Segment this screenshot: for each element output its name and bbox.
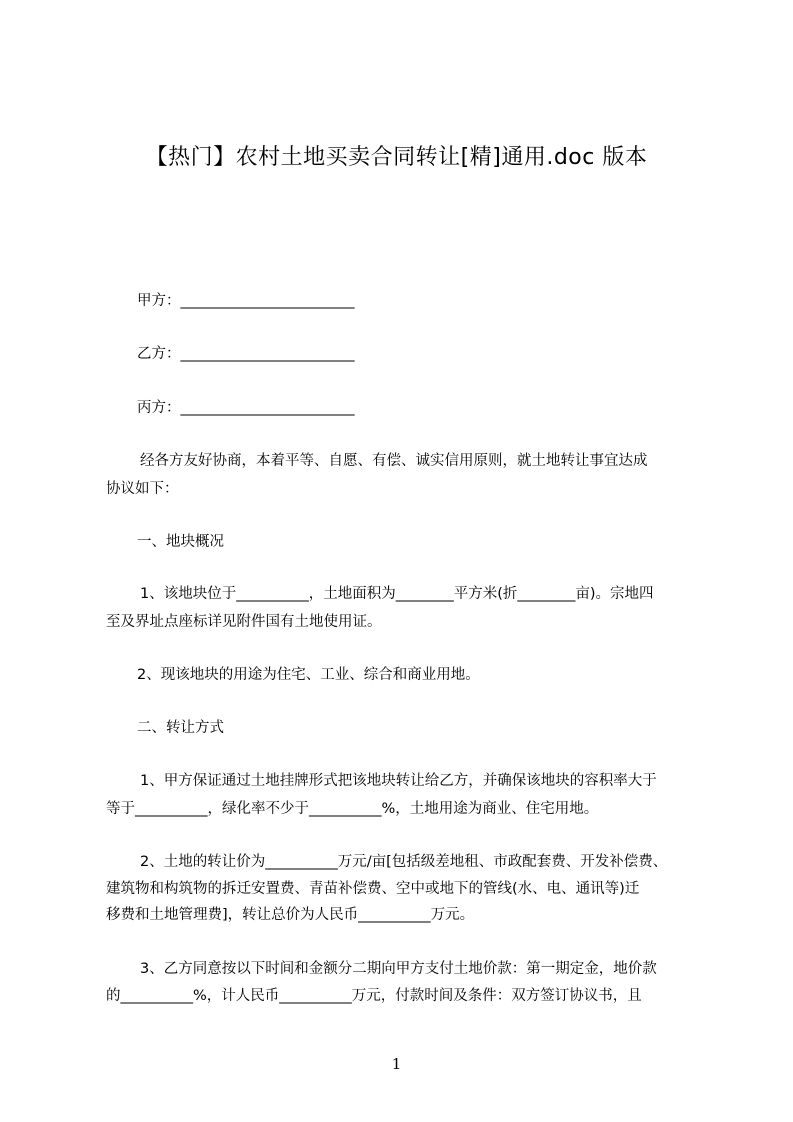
section-2-item-1-line-2: 等于__________，绿化率不少于__________%，土地用途为商业、住宅用地。: [106, 801, 599, 817]
section-2-item-2-line-3: 移费和土地管理费]，转让总价为人民币__________万元。: [106, 907, 475, 923]
section-2-item-3-line-1: 3、乙方同意按以下时间和金额分二期向甲方支付土地价款：第一期定金，地价款: [140, 961, 657, 977]
intro-line-2: 协议如下：: [106, 481, 179, 497]
party-a-line: 甲方：________________________: [137, 293, 355, 309]
section-2-item-2-line-2: 建筑物和构筑物的拆迁安置费、青苗补偿费、空中或地下的管线(水、电、通讯等)迁: [106, 881, 640, 897]
section-2-heading: 二、转让方式: [137, 720, 224, 736]
section-1-item-1-line-1: 1、该地块位于__________，土地面积为________平方米(折________亩)。宗地四: [140, 586, 654, 602]
intro-line-1: 经各方友好协商，本着平等、自愿、有偿、诚实信用原则，就土地转让事宜达成: [140, 453, 648, 469]
document-title: 【热门】农村土地买卖合同转让[精]通用.doc 版本: [145, 145, 648, 170]
page-number: 1: [391, 1055, 402, 1073]
party-c-line: 丙方：________________________: [137, 400, 355, 416]
section-2-item-2-line-1: 2、土地的转让价为__________万元/亩[包括级差地租、市政配套费、开发补偿费、: [140, 854, 668, 870]
section-1-heading: 一、地块概况: [137, 534, 224, 550]
section-2-item-3-line-2: 的__________%，计人民币__________万元，付款时间及条件：双方签订协议书，且: [106, 988, 642, 1004]
party-b-line: 乙方：________________________: [137, 346, 355, 362]
section-1-item-2: 2、现该地块的用途为住宅、工业、综合和商业用地。: [137, 667, 480, 683]
section-1-item-1-line-2: 至及界址点座标详见附件国有土地使用证。: [106, 614, 382, 630]
section-2-item-1-line-1: 1、甲方保证通过土地挂牌形式把该地块转让给乙方，并确保该地块的容积率大于: [140, 773, 657, 789]
